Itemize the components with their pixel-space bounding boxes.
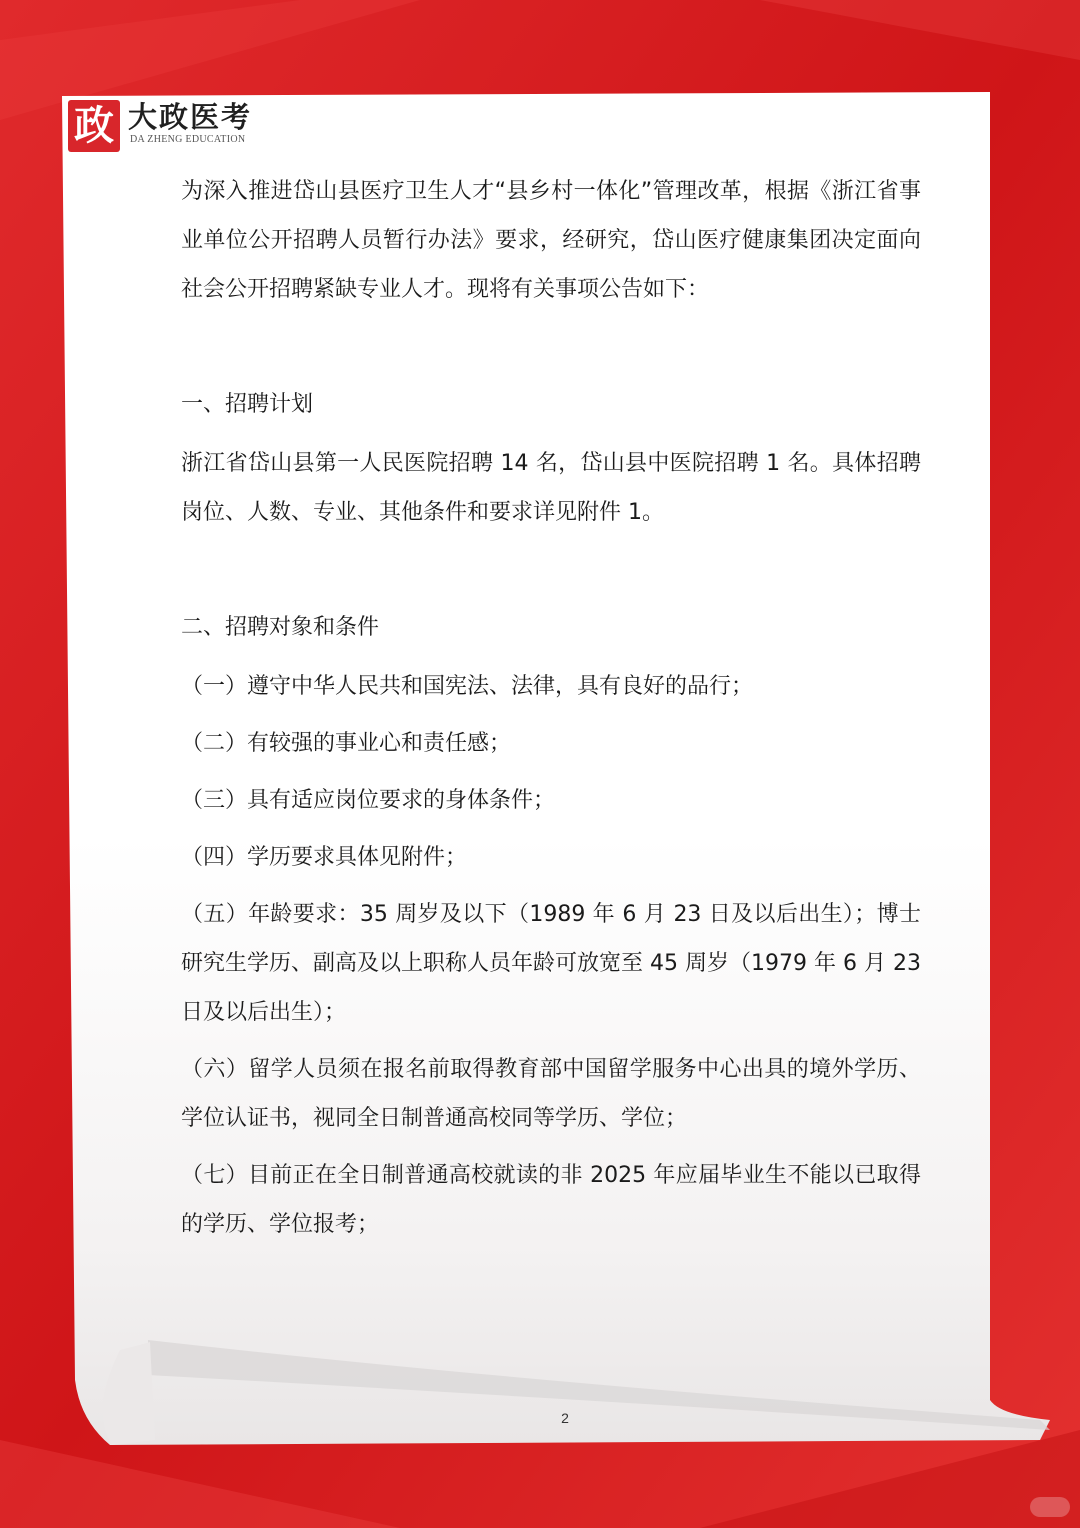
brand-mark-icon: 政	[68, 100, 120, 152]
intro-paragraph: 为深入推进岱山县医疗卫生人才“县乡村一体化”管理改革，根据《浙江省事业单位公开招聘人员暂行办法》要求，经研究，岱山医疗健康集团决定面向社会公开招聘紧缺专业人才。现将有关事项公告如下：	[181, 179, 921, 302]
brand-name-cn: 大政医考	[128, 100, 253, 134]
eligibility-item: （四）学历要求具体见附件；	[181, 845, 468, 870]
eligibility-item: （二）有较强的事业心和责任感；	[181, 731, 512, 756]
page-number: 2	[561, 1410, 569, 1426]
document-body	[181, 167, 921, 1257]
brand-text	[128, 100, 252, 146]
eligibility-item: （一）遵守中华人民共和国宪法、法律，具有良好的品行；	[181, 674, 754, 699]
recruitment-plan-paragraph: 浙江省岱山县第一人民医院招聘 14 名，岱山县中医院招聘 1 名。具体招聘岗位、人数、专业、其他条件和要求详见附件 1。	[181, 451, 921, 525]
watermark-badge	[1030, 1497, 1070, 1517]
eligibility-item: （七）目前正在全日制普通高校就读的非 2025 年应届毕业生不能以已取得的学历、学位报考；	[181, 1163, 921, 1237]
brand-logo	[68, 100, 252, 152]
eligibility-item: （三）具有适应岗位要求的身体条件；	[181, 788, 556, 813]
section-heading-eligibility: 二、招聘对象和条件	[181, 615, 380, 640]
brand-name-en: DA ZHENG EDUCATION	[130, 134, 246, 145]
eligibility-item: （六）留学人员须在报名前取得教育部中国留学服务中心出具的境外学历、学位认证书，视同全日制普通高校同等学历、学位；	[181, 1057, 921, 1131]
section-heading-recruitment-plan: 一、招聘计划	[181, 392, 314, 417]
eligibility-item: （五）年龄要求：35 周岁及以下（1989 年 6 月 23 日及以后出生）；博士研究生学历、副高及以上职称人员年龄可放宽至 45 周岁（1979 年 6 月 23 日及以后出生）；	[181, 902, 921, 1025]
